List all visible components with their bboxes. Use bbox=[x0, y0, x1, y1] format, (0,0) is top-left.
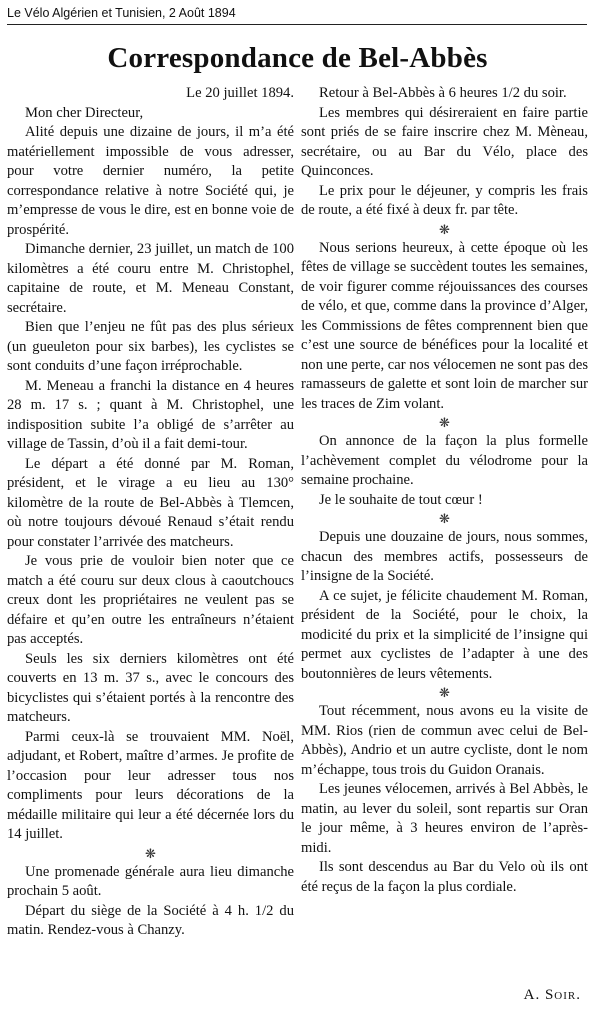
section-divider-ornament: ❋ bbox=[439, 221, 450, 237]
paragraph: Alité depuis une dizaine de jours, il m’a été matériellement impossible de vous adresser, pour votre dernier numéro, la petite correspondance relative à notre Société qui, je m’empresse de vous le dire, est en bonne voie de prospérité. bbox=[7, 124, 294, 238]
paragraph: Les jeunes vélocemen, arrivés à Bel Abbès, le matin, au lever du soleil, sont repartis sur Oran le jour même, à 3 heures environ de l’après-midi. bbox=[301, 781, 588, 856]
section-divider-ornament: ❋ bbox=[439, 685, 450, 700]
paragraph: Bien que l’enjeu ne fût pas des plus sérieux (un gueuleton pour six barbes), les cyclistes se sont conduits d’une façon irréprochable. bbox=[7, 319, 294, 374]
paragraph: Je vous prie de vouloir bien noter que ce match a été couru sur deux clous à caoutchoucs creux dont les propriétaires ne veulent pas se défaire et qu’en outre les entraîneurs n’étaient pas acceptés. bbox=[7, 553, 294, 647]
section-divider-ornament: ❋ bbox=[439, 511, 450, 526]
paragraph: Seuls les six derniers kilomètres ont été couverts en 13 m. 37 s., avec le concours des bicyclistes qui s’étaient portés à la rencontre des matcheurs. bbox=[7, 650, 294, 725]
paragraph: On annonce de la façon la plus formelle l’achèvement complet du vélodrome pour la semaine prochaine. bbox=[301, 433, 588, 488]
paragraph: Une promenade générale aura lieu dimanche prochain 5 août. bbox=[7, 863, 294, 899]
paragraph: A ce sujet, je félicite chaudement M. Roman, président de la Société, pour le choix, la modicité du prix et la simplicité de l’insigne qui permet aux cyclistes de l’adapter à une des boutonnières de leurs vêtements. bbox=[301, 587, 588, 682]
dateline: Le 20 juillet 1894. bbox=[186, 85, 294, 101]
paragraph: M. Meneau a franchi la distance en 4 heures 28 m. 17 s. ; quant à M. Christophel, une indisposition subite l’a obligé de s’arrêter au village de Tassin, d’où il a fait demi-tour. bbox=[7, 377, 294, 452]
paragraph: Les membres qui désireraient en faire partie sont priés de se faire inscrire chez M. Mèneau, secrétaire, ou au Bar du Vélo, place des Quinconces. bbox=[301, 104, 588, 179]
salutation: Mon cher Directeur, bbox=[25, 104, 144, 121]
paragraph: Je le souhaite de tout cœur ! bbox=[319, 491, 483, 508]
paragraph: Le prix pour le déjeuner, y compris les frais de route, a été fixé à deux fr. par tête. bbox=[301, 182, 588, 218]
running-head: Le Vélo Algérien et Tunisien, 2 Août 1894 bbox=[7, 3, 587, 25]
paragraph: Tout récemment, nous avons eu la visite de MM. Rios (rien de commun avec celui de Bel-Abbès), Andrio et un autre cycliste, dont le nom m’échappe, tous trois du Guidon Oranais. bbox=[301, 703, 588, 778]
paragraph: Ils sont descendus au Bar du Velo où ils ont été reçus de la façon la plus cordiale. bbox=[301, 859, 588, 895]
paragraph: Départ du siège de la Société à 4 h. 1/2 du matin. Rendez-vous à Chanzy. bbox=[7, 902, 294, 938]
right-column bbox=[301, 84, 588, 897]
signature: A. Soir. bbox=[523, 987, 581, 1003]
paragraph: Parmi ceux-là se trouvaient MM. Noël, adjudant, et Robert, maître d’armes. Je profite de l’occasion pour leur adresser tous nos compliments pour leurs décorations de la médaille militaire qui leur a été décernée lors du 14 juillet. bbox=[7, 728, 294, 842]
paragraph: Depuis une douzaine de jours, nous sommes, chacun des membres actifs, possesseurs de l’insigne de la Société. bbox=[301, 529, 588, 584]
section-divider-ornament: ❋ bbox=[145, 845, 156, 861]
paragraph: Dimanche dernier, 23 juillet, un match de 100 kilomètres a été couru entre M. Christophel, capitaine de route, et M. Meneau Constant, secrétaire. bbox=[7, 241, 294, 316]
paragraph: Nous serions heureux, à cette époque où les fêtes de village se succèdent toutes les semaines, de voir figurer comme réjouissances des courses de vélo, et que, comme dans la province d’Alger, les Commissions de fêtes comprennent bien que c’est une source de bénéfices pour la localité et non une perte, car nos vélocemen ne sont pas des ramasseurs de galette et sont loin de marcher sur les traces de Zim volant. bbox=[301, 239, 588, 412]
paragraph: Le départ a été donné par M. Roman, président, et le virage a eu lieu au 130° kilomètre de la route de Bel-Abbès à Tlemcen, où notre toujours dévoué Renaud s’était rendu pour constater l’arrivée des matcheurs. bbox=[7, 455, 294, 550]
paragraph: Retour à Bel-Abbès à 6 heures 1/2 du soir. bbox=[319, 85, 567, 101]
left-column bbox=[7, 84, 294, 941]
section-divider-ornament: ❋ bbox=[439, 415, 450, 430]
article-title: Correspondance de Bel-Abbès bbox=[107, 42, 488, 74]
